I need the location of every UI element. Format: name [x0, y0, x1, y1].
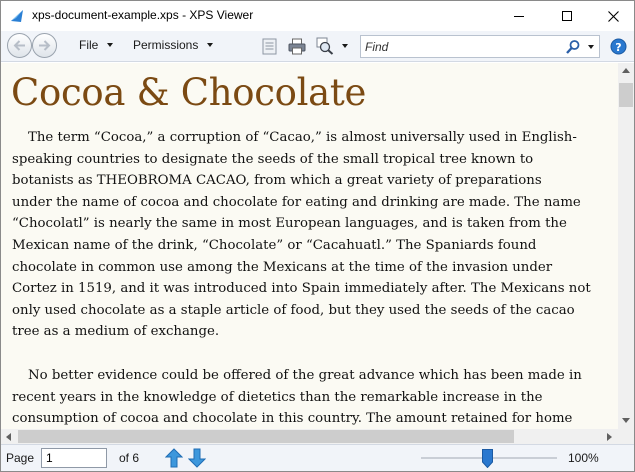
text-line: under the name of cocoa and chocolate for eating and drinking are made. The name: [12, 194, 581, 210]
text-line: chocolate in common use among the Mexicans at the time of the invasion under: [12, 259, 553, 275]
find-input[interactable]: [365, 38, 560, 55]
text-line: only used chocolate as a staple article of food, but they used the seeds of the cacao: [12, 302, 575, 318]
page-number-input[interactable]: [41, 448, 107, 468]
printer-icon: [288, 38, 306, 55]
toolbar: [1, 31, 634, 62]
find-box: [360, 35, 600, 58]
paragraph-2: [12, 365, 617, 429]
text-line: tree as a medium of exchange.: [12, 324, 220, 340]
minimize-icon: [514, 11, 524, 21]
zoom-icon: [316, 37, 334, 55]
close-icon: [608, 11, 619, 22]
paragraph-1: [12, 127, 617, 343]
arrow-up-icon[interactable]: [165, 448, 183, 468]
text-line: recent years in the knowledge of dietetics than the remarkable increase in the: [12, 389, 543, 405]
help-icon[interactable]: [610, 38, 627, 55]
xps-viewer-icon: [10, 9, 24, 23]
text-line: consumption of cocoa and chocolate in this country. The amount retained for home: [12, 411, 573, 427]
arrow-left-icon: [13, 40, 26, 51]
chevron-down-icon: [207, 43, 213, 47]
close-button[interactable]: [590, 1, 635, 31]
zoom-level: 100%: [568, 451, 599, 465]
permissions-menu-label: Permissions: [133, 38, 199, 52]
file-menu[interactable]: [79, 38, 113, 52]
page-view-button[interactable]: [259, 36, 279, 56]
scrollbar-corner: [618, 429, 634, 444]
maximize-icon: [562, 11, 572, 21]
permissions-menu[interactable]: [133, 38, 213, 52]
page-view-icon: [262, 38, 277, 55]
title-bar: [1, 1, 634, 31]
window-title: xps-document-example.xps - XPS Viewer: [32, 8, 254, 22]
document-title: Cocoa & Chocolate: [11, 71, 367, 114]
svg-text:?: ?: [615, 40, 622, 54]
text-line: The term “Cocoa,” a corruption of “Cacao,” is almost universally used in English-: [28, 130, 577, 145]
zoom-button[interactable]: [315, 36, 335, 56]
page-count: of 6: [119, 451, 140, 465]
text-line: speaking countries to designate the seeds of the small tropical tree known to: [12, 151, 534, 167]
maximize-button[interactable]: [544, 1, 590, 31]
arrow-right-icon: [38, 40, 51, 51]
text-line: No better evidence could be offered of the great advance which has been made in: [28, 368, 582, 383]
vertical-scroll-thumb[interactable]: [619, 83, 633, 107]
chevron-down-icon: [107, 43, 113, 47]
document-view[interactable]: [1, 63, 618, 429]
horizontal-scroll-thumb[interactable]: [18, 430, 514, 443]
search-icon[interactable]: [565, 39, 581, 55]
arrow-down-icon[interactable]: [188, 448, 206, 468]
back-button[interactable]: [7, 33, 32, 58]
file-menu-label: File: [79, 38, 99, 52]
forward-button[interactable]: [32, 33, 57, 58]
minimize-button[interactable]: [496, 1, 542, 31]
text-line: botanists as THEOBROMA CACAO, from which a great variety of preparations: [12, 173, 542, 189]
text-line: Cortez in 1519, and it was introduced into Spain immediately after. The Mexicans not: [12, 281, 591, 297]
find-options-icon[interactable]: [588, 45, 594, 49]
scroll-left-icon[interactable]: [6, 433, 11, 441]
page-label: Page: [6, 451, 35, 465]
scroll-up-icon[interactable]: [622, 68, 630, 73]
scroll-right-icon[interactable]: [607, 433, 612, 441]
zoom-dropdown-icon[interactable]: [342, 44, 348, 48]
zoom-slider-thumb[interactable]: [482, 449, 493, 468]
status-bar: [1, 444, 634, 471]
scroll-down-icon[interactable]: [622, 418, 630, 423]
print-button[interactable]: [287, 36, 307, 56]
horizontal-scrollbar[interactable]: [1, 429, 618, 444]
text-line: “Chocolatl” is nearly the same in most European languages, and is taken from the: [12, 216, 567, 232]
vertical-scrollbar[interactable]: [618, 63, 634, 429]
text-line: Mexican name of the drink, “Chocolate” or “Cacahuatl.” The Spaniards found: [12, 237, 537, 253]
